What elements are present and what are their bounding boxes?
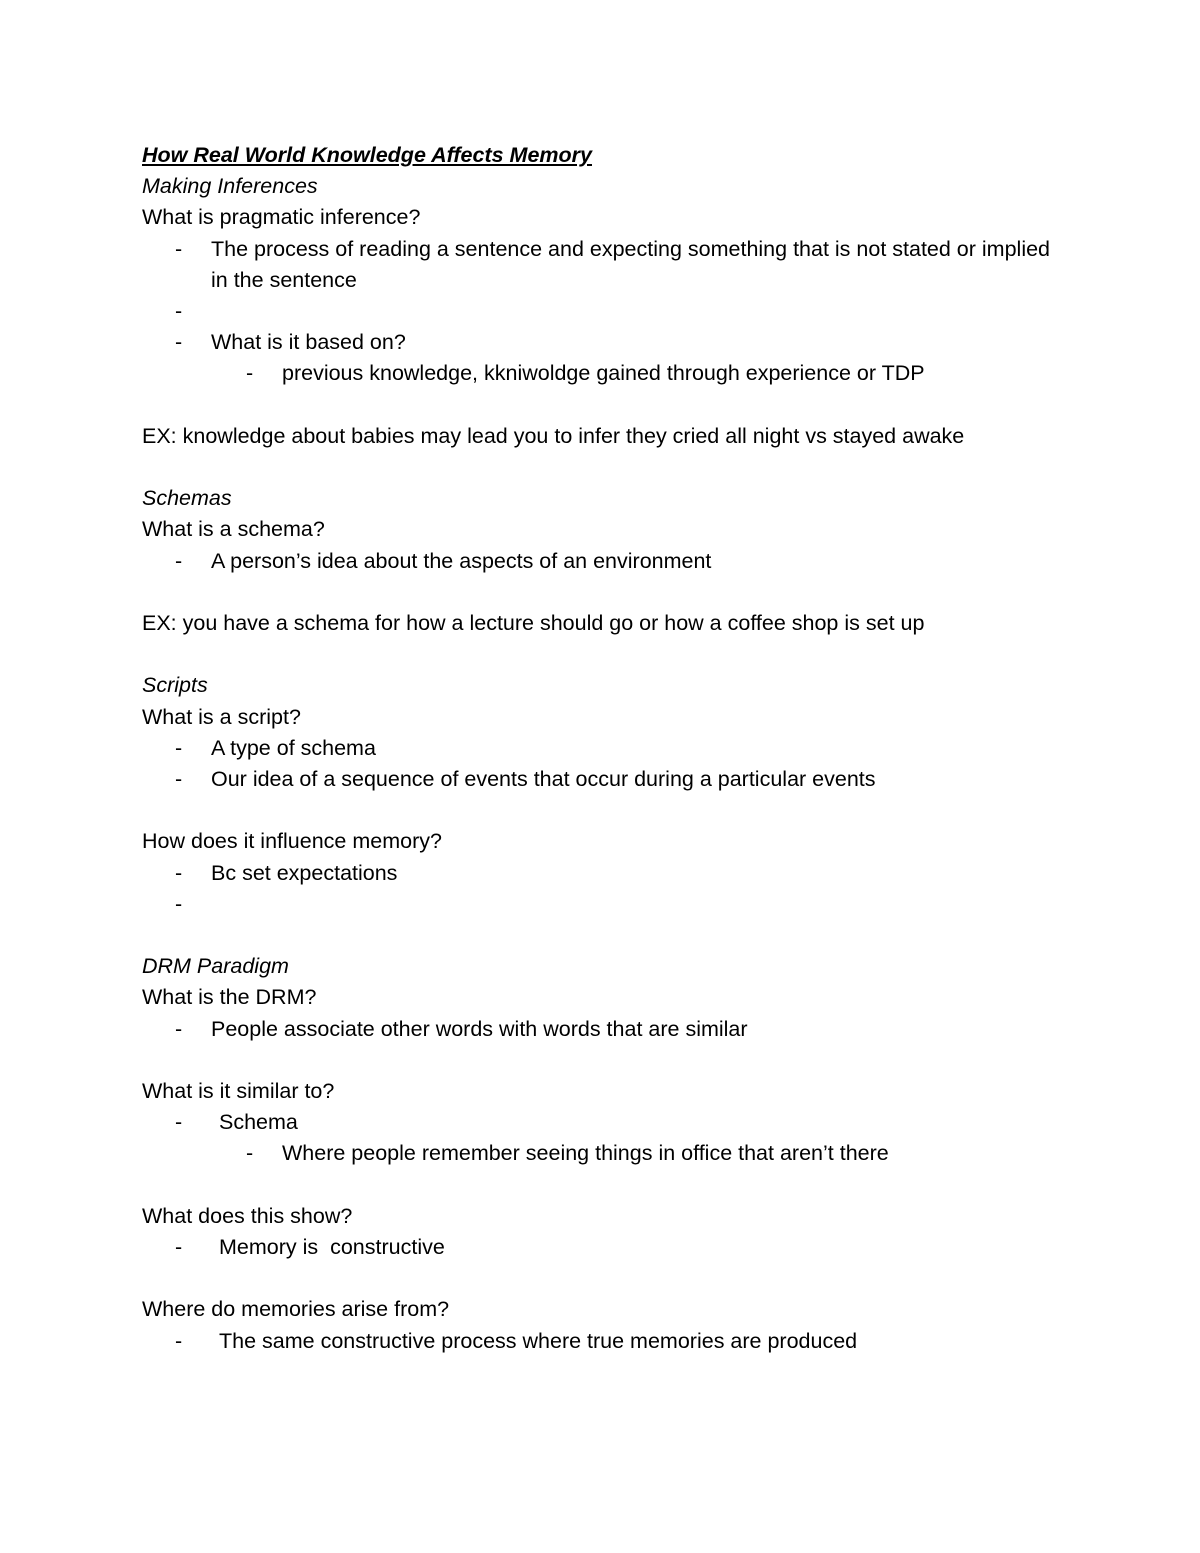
list-item-text: Where people remember seeing things in office that aren’t there [282,1141,889,1166]
document-title: How Real World Knowledge Affects Memory [142,143,592,167]
list-item [142,1014,1082,1045]
list-item [142,234,1082,296]
question-influence-memory: How does it influence memory? [142,829,442,854]
bullet-dash: - [175,1234,183,1259]
section-heading-scripts: Scripts [142,673,208,698]
blank-line [142,577,1082,608]
question-script: What is a script? [142,704,301,729]
list-item-empty [142,889,1082,920]
bullet-dash: - [175,1016,183,1041]
list-item-text: Memory is constructive [219,1234,445,1259]
list-item [142,327,1082,358]
document-body [142,140,1082,1357]
blank-line [142,1263,1082,1294]
sub-list-item [142,358,1082,389]
list-item-text: Our idea of a sequence of events that occur during a particular events [211,766,876,791]
list-item [142,1232,1082,1263]
sub-list-item [142,1138,1082,1169]
question-what-does-this-show: What does this show? [142,1203,353,1228]
bullet-dash: - [175,330,183,355]
blank-line [142,452,1082,483]
list-item-text: A type of schema [211,735,376,760]
section-heading-inferences: Making Inferences [142,174,318,199]
blank-line [142,1170,1082,1201]
blank-line [142,1045,1082,1076]
list-item-text: The process of reading a sentence and expecting something that is not stated or implied in the sentence [211,236,1051,292]
list-item-text: What is it based on? [211,330,406,355]
blank-line [142,920,1082,951]
list-item [142,1107,1082,1138]
bullet-dash: - [246,1141,254,1166]
section-heading-schemas: Schemas [142,486,232,511]
bullet-dash: - [175,735,183,760]
list-item-text: A person’s idea about the aspects of an environment [211,548,712,573]
blank-line [142,390,1082,421]
bullet-dash: - [175,1110,183,1135]
list-item-text: Bc set expectations [211,860,398,885]
blank-line [142,795,1082,826]
bullet-dash: - [175,299,183,324]
question-memories-arise: Where do memories arise from? [142,1297,450,1322]
section-heading-drm: DRM Paradigm [142,954,289,979]
question-drm: What is the DRM? [142,985,317,1010]
question-pragmatic-inference: What is pragmatic inference? [142,205,421,230]
list-item-empty [142,296,1082,327]
list-item-text: People associate other words with words that are similar [211,1016,748,1041]
bullet-dash: - [175,766,183,791]
example-babies: EX: knowledge about babies may lead you to infer they cried all night vs stayed awake [142,423,965,448]
bullet-dash: - [175,236,183,261]
example-schema: EX: you have a schema for how a lecture should go or how a coffee shop is set up [142,610,925,635]
list-item [142,1326,1082,1357]
list-item-text: Schema [219,1110,298,1135]
list-item [142,546,1082,577]
bullet-dash: - [175,548,183,573]
list-item [142,858,1082,889]
list-item [142,733,1082,764]
list-item-text: The same constructive process where true memories are produced [219,1328,858,1353]
bullet-dash: - [175,1328,183,1353]
question-similar-to: What is it similar to? [142,1078,335,1103]
question-schema: What is a schema? [142,517,325,542]
bullet-dash: - [175,860,183,885]
bullet-dash: - [175,891,183,916]
list-item-text: previous knowledge, kkniwoldge gained through experience or TDP [282,361,925,386]
list-item [142,764,1082,795]
bullet-dash: - [246,361,254,386]
blank-line [142,639,1082,670]
